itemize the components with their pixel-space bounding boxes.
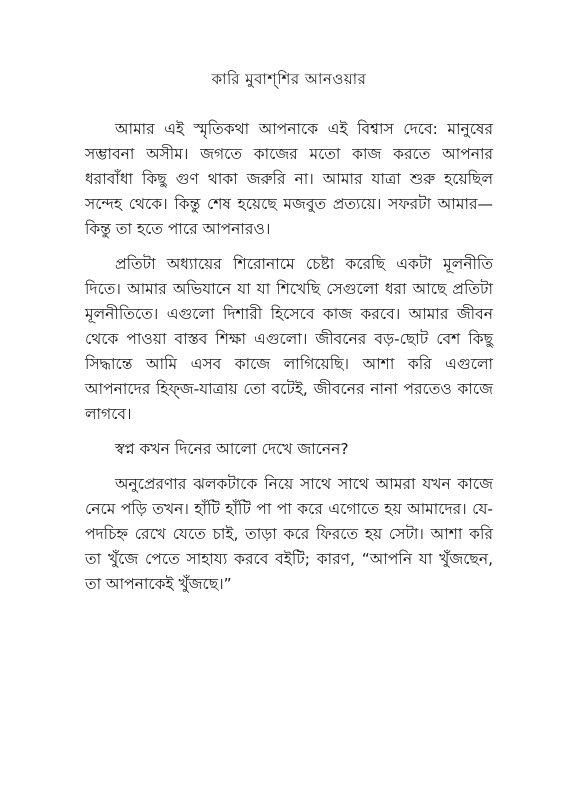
- paragraph-dream-question: স্বপ্ন কখন দিনের আলো দেখে জানেন?: [115, 440, 349, 458]
- paragraph-memoir-intro: আমার এই স্মৃতিকথা আপনাকে এই বিশ্বাস দেবে: মানুষের সম্ভাবনা অসীম। জগতে কাজের মতো কাজ করতে আপনার ধরাবাঁধা কিছু গুণ থাকা জরুরি না। আমার যাত্রা শুরু হয়েছিল সন্দেহ থেকে। কিন্তু শেষ হয়েছে মজবুত প্রত্যয়ে। সফরটা আমার—কিন্তু তা হতে পারে আপনারও।: [85, 120, 493, 238]
- paragraph-chapter-principles: প্রতিটা অধ্যায়ের শিরোনামে চেষ্টা করেছি একটা মূলনীতি দিতে। আমার অভিযানে যা যা শিখেছি সেগুলো ধরা আছে প্রতিটা মূলনীতিতে। এগুলো দিশারী হিসেবে কাজ করবে। আমার জীবন থেকে পাওয়া বাস্তব শিক্ষা এগুলো। জীবনের বড়-ছোট বেশ কিছু সিদ্ধান্তে আমি এসব কাজে লাগিয়েছি। আশা করি এগুলো আপনাদের হিফ্‌জ-যাত্রায় তো বটেই, জীবনের নানা পরতেও কাজে লাগবে।: [85, 255, 494, 423]
- body-text: [85, 117, 493, 607]
- running-header: কারি মুবাশ্‌শির আনওয়ার: [211, 70, 367, 88]
- paragraph-inspiration: অনুপ্রেরণার ঝলকটাকে নিয়ে সাথে সাথে আমরা যখন কাজে নেমে পড়ি তখন। হাঁটি হাঁটি পা পা করে এগোতে হয় আমাদের। যে-পদচিহ্ন রেখে যেতে চাই, তাড়া করে ফিরতে হয় সেটা। আশা করি তা খুঁজে পেতে সাহায্য করবে বইটি; কারণ, “আপনি যা খুঁজছেন, তা আপনাকেই খুঁজছে।”: [85, 475, 493, 593]
